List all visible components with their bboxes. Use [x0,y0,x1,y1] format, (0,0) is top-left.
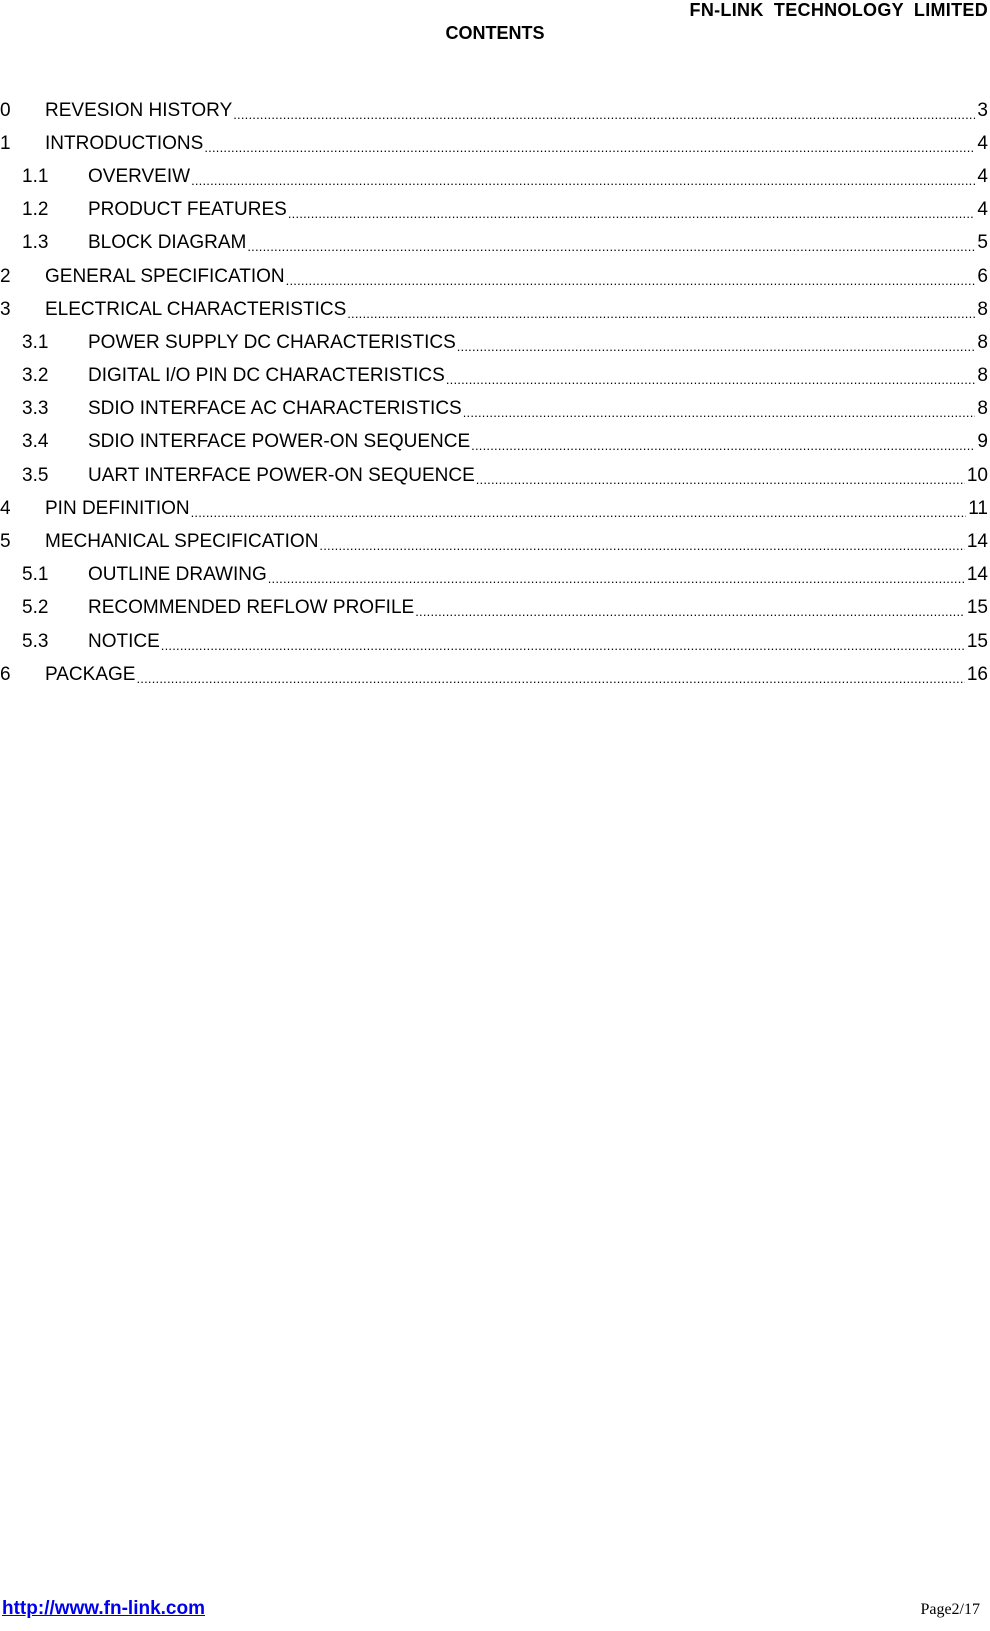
toc-entry-number: 0 [0,99,11,121]
toc-entry[interactable] [0,592,988,625]
toc-entry-page: 4 [977,199,988,221]
toc-entry-number: 2 [0,265,11,287]
toc-entry[interactable] [0,260,988,293]
toc-entry[interactable] [0,227,988,260]
toc-entry-title: UART INTERFACE POWER-ON SEQUENCE [88,464,475,486]
toc-entry-title: GENERAL SPECIFICATION [45,265,285,287]
page-number: Page2/17 [920,1601,980,1618]
toc-dot-leader [204,133,975,155]
toc-entry[interactable] [0,160,988,193]
toc-entry-page: 5 [977,232,988,254]
toc-entry-number: 6 [0,663,11,685]
toc-entry-title: INTRODUCTIONS [45,132,204,154]
toc-dot-leader [191,498,967,520]
toc-entry[interactable] [0,459,988,492]
table-of-contents [0,94,988,691]
toc-entry[interactable] [0,625,988,658]
toc-dot-leader [457,332,976,354]
footer-website-link[interactable]: http://www.fn-link.com [2,1598,205,1619]
toc-entry-page: 8 [977,331,988,353]
toc-entry[interactable] [0,326,988,359]
toc-entry-number: 5 [0,531,11,553]
toc-entry[interactable] [0,525,988,558]
toc-dot-leader [288,199,976,221]
toc-entry-page: 14 [966,564,988,586]
toc-entry-page: 9 [977,431,988,453]
toc-entry-title: POWER SUPPLY DC CHARACTERISTICS [88,331,456,353]
toc-dot-leader [446,365,976,387]
page-title: CONTENTS [445,23,545,43]
toc-entry-title: PRODUCT FEATURES [88,199,287,221]
toc-entry-number: 4 [0,497,11,519]
toc-dot-leader [161,631,965,653]
toc-entry-number: 5.3 [22,630,49,652]
toc-entry[interactable] [0,492,988,525]
toc-entry-number: 1.1 [22,165,49,187]
toc-entry-page: 14 [966,531,988,553]
toc-dot-leader [463,398,976,420]
toc-dot-leader [136,664,964,686]
toc-entry-page: 15 [966,597,988,619]
toc-entry-page: 8 [977,298,988,320]
toc-entry[interactable] [0,360,988,393]
company-name: FN-LINK TECHNOLOGY LIMITED [689,0,988,20]
toc-entry[interactable] [0,94,988,127]
toc-dot-leader [286,266,976,288]
toc-entry-title: DIGITAL I/O PIN DC CHARACTERISTICS [88,365,445,387]
toc-entry[interactable] [0,658,988,691]
toc-dot-leader [415,597,965,619]
toc-entry-page: 6 [977,265,988,287]
toc-entry-page: 3 [977,99,988,121]
toc-dot-leader [233,100,975,122]
toc-entry-number: 3.2 [22,365,49,387]
toc-entry-title: BLOCK DIAGRAM [88,232,247,254]
toc-entry-page: 8 [977,398,988,420]
toc-entry[interactable] [0,293,988,326]
toc-dot-leader [247,232,975,254]
toc-entry-title: MECHANICAL SPECIFICATION [45,531,319,553]
toc-dot-leader [476,465,965,487]
toc-entry-title: PACKAGE [45,663,136,685]
toc-entry-number: 3 [0,298,11,320]
toc-entry-title: REVESION HISTORY [45,99,233,121]
toc-entry-number: 3.5 [22,464,49,486]
toc-entry-title: RECOMMENDED REFLOW PROFILE [88,597,415,619]
toc-entry[interactable] [0,426,988,459]
toc-entry-number: 3.1 [22,331,49,353]
toc-entry[interactable] [0,393,988,426]
toc-entry-number: 3.4 [22,431,49,453]
toc-dot-leader [347,299,975,321]
toc-entry-number: 3.3 [22,398,49,420]
toc-entry-page: 4 [977,165,988,187]
toc-entry-page: 16 [966,663,988,685]
toc-dot-leader [268,564,965,586]
toc-entry-page: 11 [968,497,988,519]
toc-entry-title: NOTICE [88,630,160,652]
toc-entry[interactable] [0,127,988,160]
toc-entry[interactable] [0,194,988,227]
toc-entry-page: 15 [966,630,988,652]
toc-entry-title: PIN DEFINITION [45,497,190,519]
toc-dot-leader [191,166,975,188]
toc-entry-number: 1 [0,132,11,154]
toc-entry-page: 10 [966,464,988,486]
toc-entry-number: 5.2 [22,597,49,619]
toc-entry-number: 1.3 [22,232,49,254]
toc-entry-page: 4 [977,132,988,154]
toc-entry-title: OUTLINE DRAWING [88,564,267,586]
toc-entry-title: OVERVEIW [88,165,191,187]
toc-entry-number: 1.2 [22,199,49,221]
toc-entry-page: 8 [977,365,988,387]
toc-entry-number: 5.1 [22,564,49,586]
toc-dot-leader [319,531,964,553]
toc-dot-leader [471,431,975,453]
toc-entry-title: SDIO INTERFACE AC CHARACTERISTICS [88,398,462,420]
toc-entry-title: ELECTRICAL CHARACTERISTICS [45,298,347,320]
toc-entry[interactable] [0,559,988,592]
toc-entry-title: SDIO INTERFACE POWER-ON SEQUENCE [88,431,471,453]
